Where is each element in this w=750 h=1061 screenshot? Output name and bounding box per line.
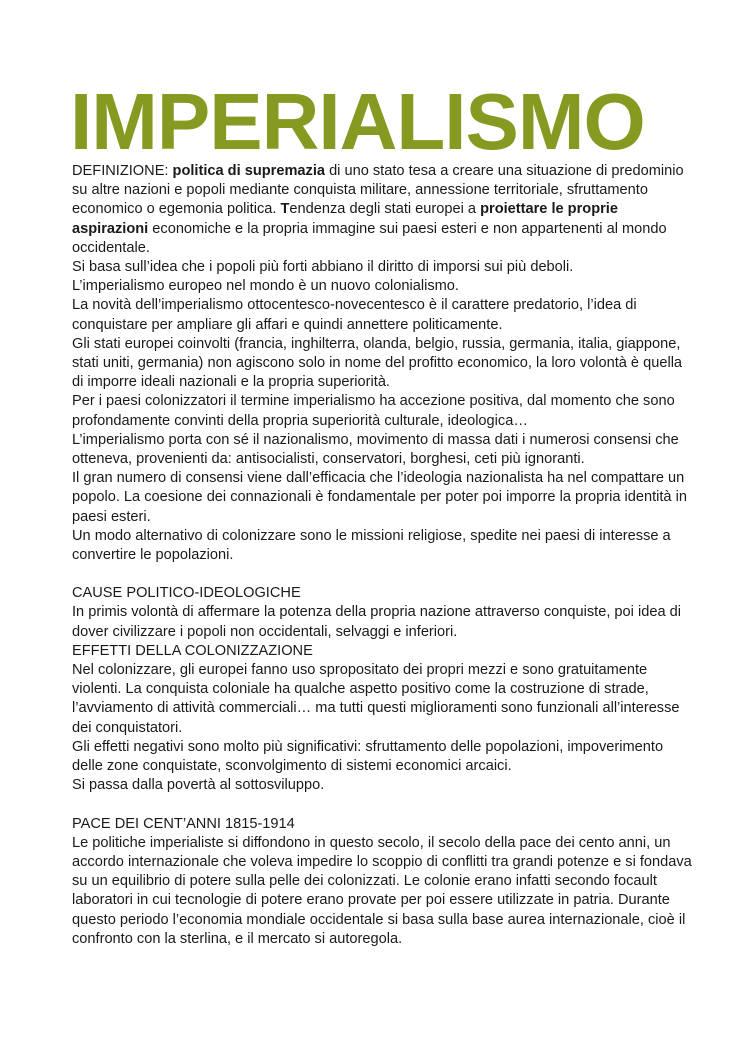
body-paragraph: L’imperialismo porta con sé il nazionalismo, movimento di massa dati i numerosi consensi che otteneva, provenienti da: antisocialisti, conservatori, borghesi, ceti più ignoranti. xyxy=(72,431,679,468)
page-title: IMPERIALISMO xyxy=(70,77,645,166)
definition-text-1: di uno stato tesa a creare una situazione di predominio su altre nazioni e popoli mediante conquista militare, annessione territoriale, sfruttamento economico o egemonia politica. xyxy=(72,163,684,218)
document-body xyxy=(72,162,692,949)
effetti-paragraph: Si passa dalla povertà al sottosviluppo. xyxy=(72,777,325,794)
section-heading-effetti: EFFETTI DELLA COLONIZZAZIONE xyxy=(72,642,313,659)
effetti-paragraph: Nel colonizzare, gli europei fanno uso spropositato dei propri mezzi e sono gratuitamente violenti. La conquista coloniale ha qualche aspetto positivo come la costruzione di strade, l’avviamento di attività commerciali… ma tutti questi miglioramenti sono funzionali all’interesse dei conquistatori. xyxy=(72,662,680,736)
section-spacer xyxy=(72,796,692,815)
bold-term-aspirazioni: proiettare le proprie aspirazioni xyxy=(72,201,618,237)
bold-term-t: T xyxy=(280,201,290,218)
bold-term-supremazia: politica di supremazia xyxy=(172,163,326,179)
body-paragraph: Un modo alternativo di colonizzare sono le missioni religiose, spedite nei paesi di interesse a convertire le popolazioni. xyxy=(72,527,671,564)
section-spacer xyxy=(72,565,692,584)
body-paragraph: Gli stati europei coinvolti (francia, inghilterra, olanda, belgio, russia, germania, italia, giappone, stati uniti, germania) non agiscono solo in nome del profitto economico, la loro volontà è quella di imporre ideali nazionali e la propria superiorità. xyxy=(72,335,683,391)
effetti-paragraph: Gli effetti negativi sono molto più significativi: sfruttamento delle popolazioni, impoverimento delle zone conquistate, sconvolgimento di sistemi economici arcaici. xyxy=(72,738,664,775)
section-heading-cause: CAUSE POLITICO-IDEOLOGICHE xyxy=(72,585,301,602)
section-heading-pace: PACE DEI CENT’ANNI 1815-1914 xyxy=(72,815,295,832)
cause-paragraph: In primis volontà di affermare la potenza della propria nazione attraverso conquiste, poi idea di dover civilizzare i popoli non occidentali, selvaggi e inferiori. xyxy=(72,604,681,640)
body-paragraph: L’imperialismo europeo nel mondo è un nuovo colonialismo. xyxy=(72,278,459,295)
definition-text-3: economiche e la propria immagine sui paesi esteri e non appartenenti al mondo occidentale. xyxy=(72,220,667,256)
body-paragraph: Si basa sull’idea che i popoli più forti abbiano il diritto di imporsi sui più deboli. xyxy=(72,259,574,276)
body-paragraph: La novità dell’imperialismo ottocentesco-novecentesco è il carattere predatorio, l’idea di conquistare per ampliare gli affari e quindi annettere politicamente. xyxy=(72,297,637,333)
definition-label: DEFINIZIONE: xyxy=(72,163,173,179)
body-paragraph: Per i paesi colonizzatori il termine imperialismo ha accezione positiva, dal momento che sono profondamente convinti della propria superiorità culturale, ideologica… xyxy=(72,393,675,429)
definition-text-2: endenza degli stati europei a xyxy=(289,201,481,218)
pace-paragraph: Le politiche imperialiste si diffondono in questo secolo, il secolo della pace dei cento anni, un accordo internazionale che voleva impedire lo scoppio di conflitti tra grandi potenze e si fondava su un equilibrio di potere sulla pelle dei colonizzati. Le colonie erano infatti secondo focault laboratori in cui tecnologie di potere erano provate per poi essere utilizzate in patria. Durante questo periodo l’economia mondiale occidentale si basa sulla base aurea internazionale, cioè il confronto con la sterlina, e il mercato si autoregola. xyxy=(72,834,692,947)
definition-paragraph xyxy=(72,162,692,258)
body-paragraph: Il gran numero di consensi viene dall’efficacia che l’ideologia nazionalista ha nel compattare un popolo. La coesione dei connazionali è fondamentale per poter poi imporre la propria identità in paesi esteri. xyxy=(72,470,687,525)
